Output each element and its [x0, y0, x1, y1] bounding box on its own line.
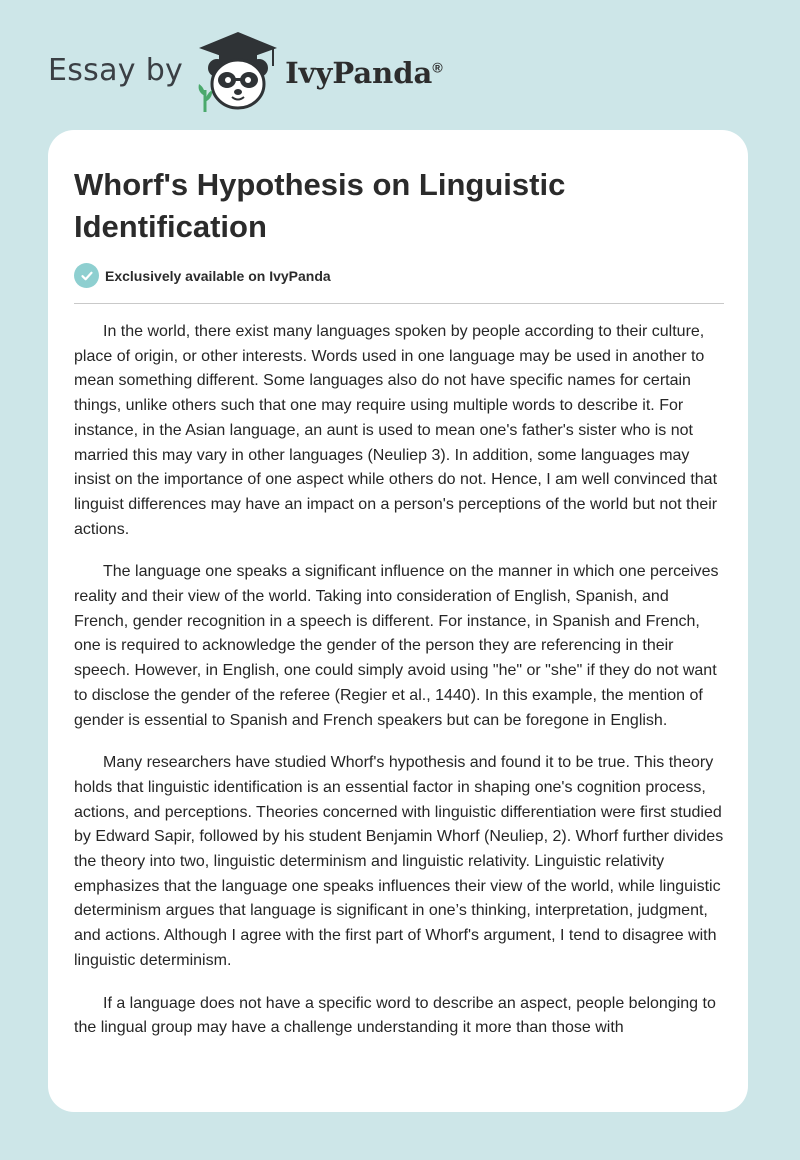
paragraph: Many researchers have studied Whorf's hypothesis and found it to be true. This theory holds that linguistic identification is an essential factor in shaping one's cognition process, actions, and perceptions. Theories concerned with linguistic differentiation were first studied by Edward Sapir, followed by his student Benjamin Whorf (Neuliep, 2). Whorf further divides the theory into two, linguistic determinism and linguistic relativity. Linguistic relativity emphasizes that the language one speaks influences their view of the world, while linguistic determinism argues that language is significant in one’s thinking, interpretation, judgment, and actions. Although I agree with the first part of Whorf's argument, I tend to disagree with linguistic determinism. — [74, 754, 724, 969]
brand-name — [285, 56, 443, 90]
check-circle-icon — [74, 263, 99, 288]
brand-name-text: IvyPanda — [285, 56, 433, 90]
panda-graduate-icon — [195, 30, 281, 114]
essay-title: Whorf's Hypothesis on Linguistic Identification — [74, 167, 566, 244]
essay-body — [74, 320, 724, 1059]
registered-mark: ® — [432, 59, 443, 76]
brand-header — [48, 30, 443, 114]
exclusive-badge — [74, 263, 331, 288]
essay-card — [48, 130, 748, 1112]
paragraph: The language one speaks a significant influence on the manner in which one perceives reality and their view of the world. Taking into consideration of English, Spanish, and French, gender recognition in a speech is different. For instance, in Spanish and French, one is required to acknowledge the gender of the person they are referencing in their speech. However, in English, one could simply avoid using "he" or "she" if they do not want to disclose the gender of the referee (Regier et al., 1440). In this example, the mention of gender is essential to Spanish and French speakers but can be foregone in English. — [74, 563, 719, 729]
paragraph: In the world, there exist many languages spoken by people according to their culture, place of origin, or other interests. Words used in one language may be used in another to mean something different. Some languages also do not have specific names for certain things, unlike others such that one may require using multiple words to describe it. For instance, in the Asian language, an aunt is used to mean one's father's sister who is not married this may vary in other languages (Neuliep 3). In addition, some languages may insist on the importance of one aspect while others do not. Hence, I am well convinced that linguist differences may have an impact on a person's perceptions of the world but not their actions. — [74, 323, 718, 538]
divider — [74, 303, 724, 304]
paragraph: If a language does not have a specific word to describe an aspect, people belonging to the lingual group may have a challenge understanding it more than those with — [74, 994, 716, 1037]
brand-prefix: Essay by — [48, 52, 184, 88]
exclusive-badge-text: Exclusively available on IvyPanda — [105, 267, 331, 284]
